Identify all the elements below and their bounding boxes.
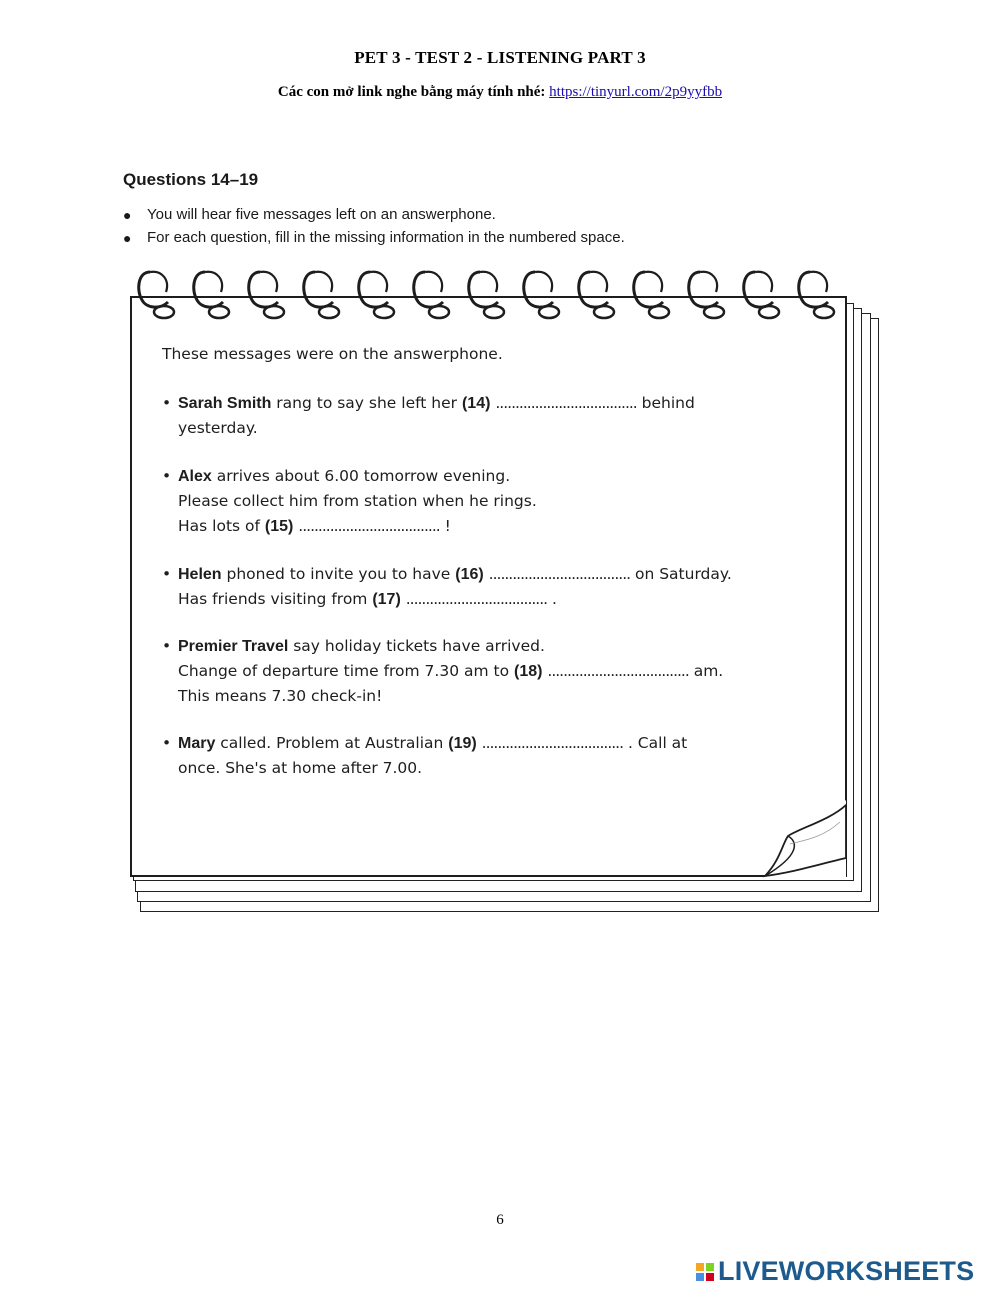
- logo-grid-icon: [696, 1263, 714, 1281]
- answer-blank-14[interactable]: ....................................: [495, 394, 637, 412]
- message-helen: • Helen phoned to invite you to have (16) .................................... on Saturday. Has friends visiting from (17) .................................... .: [162, 562, 732, 612]
- liveworksheets-logo[interactable]: [696, 1256, 974, 1287]
- message-mary: • Mary called. Problem at Australian (19) .................................... . Call at once. She's at home after 7.00.: [162, 731, 687, 781]
- page-curl-icon: [760, 800, 860, 885]
- answer-blank-18[interactable]: ....................................: [547, 662, 689, 680]
- answer-blank-16[interactable]: ....................................: [488, 565, 631, 583]
- bullet-icon: ●: [123, 206, 132, 223]
- audio-link[interactable]: https://tinyurl.com/2p9yyfbb: [549, 84, 723, 100]
- questions-heading: Questions 14–19: [123, 170, 259, 189]
- instruction-item: ● For each question, fill in the missing information in the numbered space.: [123, 229, 625, 246]
- bullet-icon: •: [162, 734, 172, 752]
- message-premier-travel: • Premier Travel say holiday tickets have arrived. Change of departure time from 7.30 am to (18) .................................... am. This means 7.30 check-in!: [162, 634, 723, 709]
- logo-text: LIVEWORKSHEETS: [718, 1256, 975, 1286]
- spiral-binding: [120, 262, 840, 332]
- answer-blank-17[interactable]: ....................................: [405, 590, 548, 608]
- notepad-intro: These messages were on the answerphone.: [162, 345, 503, 363]
- bullet-icon: •: [162, 637, 172, 655]
- bullet-icon: ●: [123, 229, 132, 246]
- page-number: 6: [496, 1212, 504, 1228]
- message-alex: • Alex arrives about 6.00 tomorrow evening. Please collect him from station when he rings. Has lots of (15) .................................... !: [162, 464, 537, 539]
- spiral-ring: [139, 272, 834, 318]
- bullet-icon: •: [162, 467, 172, 485]
- bullet-icon: •: [162, 394, 172, 412]
- page-subtitle: [0, 84, 1000, 101]
- instructions-list: [123, 203, 625, 249]
- logo-square: [706, 1263, 714, 1271]
- logo-square: [696, 1263, 704, 1271]
- logo-square: [706, 1273, 714, 1281]
- answer-blank-15[interactable]: ....................................: [298, 517, 440, 535]
- instruction-item: ● You will hear five messages left on an answerphone.: [123, 206, 496, 223]
- message-sarah: • Sarah Smith rang to say she left her (14) .................................... behind yesterday.: [162, 391, 695, 441]
- logo-square: [696, 1273, 704, 1281]
- page-title: PET 3 - TEST 2 - LISTENING PART 3: [354, 48, 646, 67]
- answer-blank-19[interactable]: ....................................: [481, 734, 624, 752]
- bullet-icon: •: [162, 565, 172, 583]
- subtitle-text: Các con mở link nghe bằng máy tính nhé:: [277, 84, 546, 100]
